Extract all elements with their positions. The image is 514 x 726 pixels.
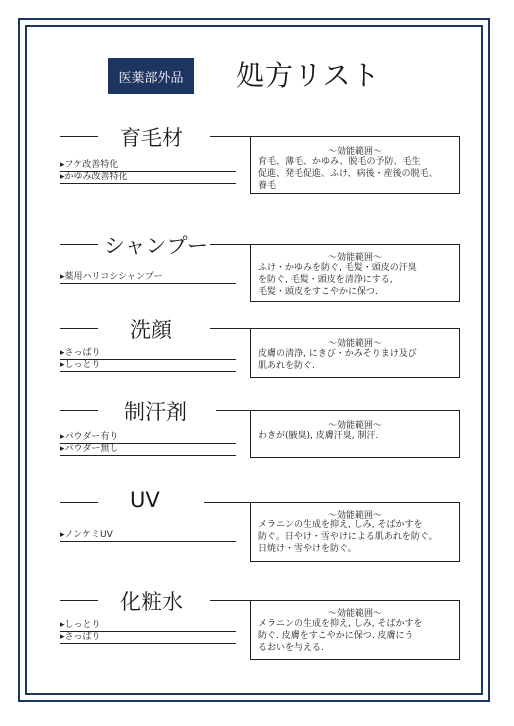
list-item: ▸パウダー無し: [60, 444, 236, 456]
product-list: [60, 272, 236, 284]
section-divider: [60, 136, 98, 137]
effect-box-left: [250, 600, 251, 660]
effect-box-left: [250, 410, 251, 458]
effect-text: [258, 430, 458, 442]
effect-heading: ～効能範囲～: [327, 511, 382, 521]
effect-box-left: [250, 244, 251, 302]
effect-line: 防ぐ。日やけ・雪やけによる肌あれを防ぐ。: [258, 532, 438, 542]
section-uv: [60, 488, 460, 568]
list-item: ▸かゆみ改善特化: [60, 172, 236, 184]
effect-box-left: [250, 328, 251, 378]
effect-line: ふけ・かゆみを防ぐ, 毛髪・頭皮の汗臭: [258, 263, 417, 273]
effect-line: メラニンの生成を抑え, しみ, そばかすを: [258, 619, 423, 629]
effect-text: [258, 262, 458, 298]
list-item: ▸しっとり: [60, 360, 236, 372]
product-list: [60, 348, 236, 372]
effect-line: るおいを与える.: [258, 643, 324, 653]
section-title: 制汗剤: [124, 400, 187, 424]
product-list: [60, 530, 236, 542]
list-item: ▸しっとり: [60, 620, 236, 632]
effect-text: [258, 618, 458, 654]
effect-line: 防ぐ. 皮膚をすこやかに保つ. 皮膚にう: [258, 631, 414, 641]
effect-box-left: [250, 136, 251, 194]
product-list: [60, 620, 236, 644]
section-divider: [60, 328, 98, 329]
effect-text: [258, 156, 458, 192]
section-antiperspirant: [60, 396, 460, 466]
section-divider: [60, 410, 98, 411]
section-title: 洗顔: [130, 318, 172, 342]
list-item: ▸パウダー有り: [60, 432, 236, 444]
effect-heading: ～効能範囲～: [327, 421, 382, 431]
effect-line: わきが(腋臭), 皮膚汗臭, 制汗.: [258, 431, 379, 441]
section-face-wash: [60, 314, 460, 384]
effect-heading: ～効能範囲～: [327, 339, 382, 349]
effect-line: 育毛、薄毛、かゆみ、脱毛の予防、毛生: [258, 157, 421, 167]
quasi-drug-badge: 医薬部外品: [108, 58, 194, 94]
list-item: ▸さっぱり: [60, 632, 236, 644]
page-title: 処方リスト: [236, 59, 381, 92]
section-title: 育毛材: [120, 126, 183, 150]
effect-line: 皮膚の清浄, にきび・かみそりまけ及び: [258, 349, 417, 359]
list-item: ▸薬用ハリコシシャンプー: [60, 272, 236, 284]
effect-box-left: [250, 502, 251, 562]
effect-heading: ～効能範囲～: [327, 609, 382, 619]
effect-line: 日焼け・雪やけを防ぐ。: [258, 544, 357, 554]
section-divider: [60, 502, 98, 503]
effect-line: を防ぐ, 毛髪・頭皮を清浄にする,: [258, 275, 393, 285]
section-title: シャンプー: [104, 234, 208, 258]
effect-line: 養毛: [258, 181, 277, 191]
effect-text: [258, 519, 458, 555]
section-divider: [60, 600, 98, 601]
effect-heading: ～効能範囲～: [327, 147, 382, 157]
section-toner: [60, 586, 460, 666]
section-hair-growth: [60, 122, 460, 202]
section-title: UV: [130, 488, 160, 512]
effect-line: メラニンの生成を抑え, しみ, そばかすを: [258, 520, 423, 530]
product-list: [60, 160, 236, 184]
list-item: ▸さっぱり: [60, 348, 236, 360]
list-item: ▸ノンケミUV: [60, 530, 236, 542]
section-title: 化粧水: [120, 590, 183, 614]
section-shampoo: [60, 230, 460, 310]
effect-heading: ～効能範囲～: [327, 253, 382, 263]
effect-line: 肌あれを防ぐ.: [258, 361, 315, 371]
product-list: [60, 432, 236, 456]
effect-line: 毛髪・頭皮をすこやかに保つ.: [258, 287, 378, 297]
section-divider: [60, 244, 98, 245]
effect-text: [258, 348, 458, 372]
list-item: ▸フケ改善特化: [60, 160, 236, 172]
effect-line: 促進、発毛促進、ふけ、病後・産後の脱毛、: [258, 169, 438, 179]
